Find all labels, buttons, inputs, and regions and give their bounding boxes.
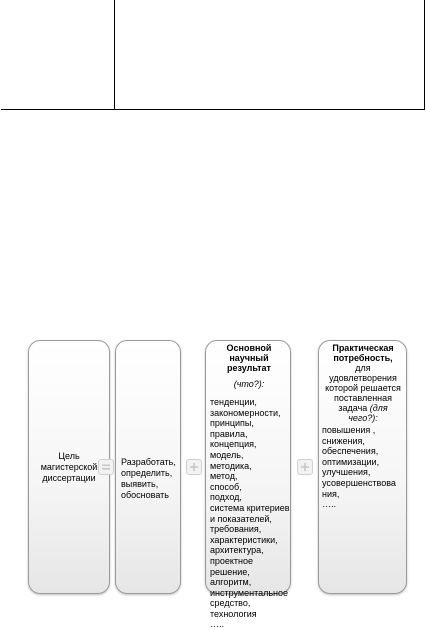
verbs-box <box>115 340 181 594</box>
need-desc-last-line <box>322 403 404 413</box>
result-heading <box>210 343 288 373</box>
need-item: снижения, <box>322 435 365 446</box>
verb-line: определить, <box>121 468 173 478</box>
goal-line: Цель <box>58 451 80 461</box>
result-list <box>210 397 288 630</box>
result-item: проектное <box>210 555 254 566</box>
result-item: способ, <box>210 481 242 492</box>
result-item: и показателей, <box>210 513 272 524</box>
verb-line: обосновать <box>121 490 169 500</box>
result-heading-line: результат <box>227 363 271 373</box>
result-item: закономерности, <box>210 407 281 418</box>
result-item: средство, <box>210 598 251 609</box>
result-item: модель, <box>210 449 244 460</box>
result-item: инструментальное <box>210 587 289 598</box>
need-list <box>322 425 404 510</box>
result-item: методика, <box>210 460 252 471</box>
result-item: алгоритм, <box>210 577 252 588</box>
verbs-text <box>121 457 178 501</box>
result-item: технология <box>210 608 257 619</box>
result-item: тенденции, <box>210 397 257 407</box>
verb-line: выявить, <box>121 479 159 489</box>
need-item: усовершенствова <box>322 477 396 488</box>
result-item: ….. <box>210 619 225 630</box>
result-item: решение, <box>210 566 250 577</box>
equals-icon <box>98 459 114 475</box>
table-fragment <box>1 0 424 110</box>
need-desc-line: для <box>355 363 371 373</box>
need-desc-prefix: задача <box>338 403 370 413</box>
need-item: обеспечения, <box>322 446 379 457</box>
need-heading-line: Практическая <box>332 343 394 353</box>
plus-icon <box>297 459 313 475</box>
need-content <box>322 343 404 510</box>
result-item: концепция, <box>210 439 257 450</box>
table-cell-right <box>115 0 425 110</box>
need-desc-line: поставленная <box>333 393 393 403</box>
goal-text <box>29 451 109 484</box>
need-heading <box>322 343 404 363</box>
need-item: повышения , <box>322 425 376 435</box>
result-box <box>205 340 291 630</box>
need-item: оптимизации, <box>322 456 380 467</box>
result-item: принципы, <box>210 418 254 429</box>
need-desc-italic: (для <box>369 403 388 413</box>
result-item: характеристики, <box>210 534 278 545</box>
plus-icon <box>186 459 202 475</box>
need-box <box>318 340 407 594</box>
need-desc-line: удовлетворения <box>329 373 397 383</box>
goal-line: магистерской <box>40 462 98 472</box>
need-item: ….. <box>322 499 337 510</box>
need-heading-line: потребность, <box>333 353 393 363</box>
result-item: архитектура, <box>210 545 264 556</box>
verb-line: Разработать, <box>121 457 176 467</box>
result-item: система критериев <box>210 502 290 513</box>
result-heading-line: Основной <box>226 343 272 353</box>
table-cell-left <box>1 0 115 110</box>
result-item: подход, <box>210 492 242 503</box>
result-content <box>210 343 288 630</box>
result-question: (что?): <box>233 379 265 389</box>
need-question: чего?): <box>348 413 378 423</box>
result-item: требования, <box>210 524 262 535</box>
result-item: метод, <box>210 471 238 482</box>
need-item: улучшения, <box>322 467 371 478</box>
need-item: ния, <box>322 488 340 499</box>
need-desc-line: которой решается <box>325 383 401 393</box>
result-item: правила, <box>210 428 248 439</box>
goal-line: диссертации <box>42 473 96 483</box>
result-heading-line: научный <box>229 353 269 363</box>
